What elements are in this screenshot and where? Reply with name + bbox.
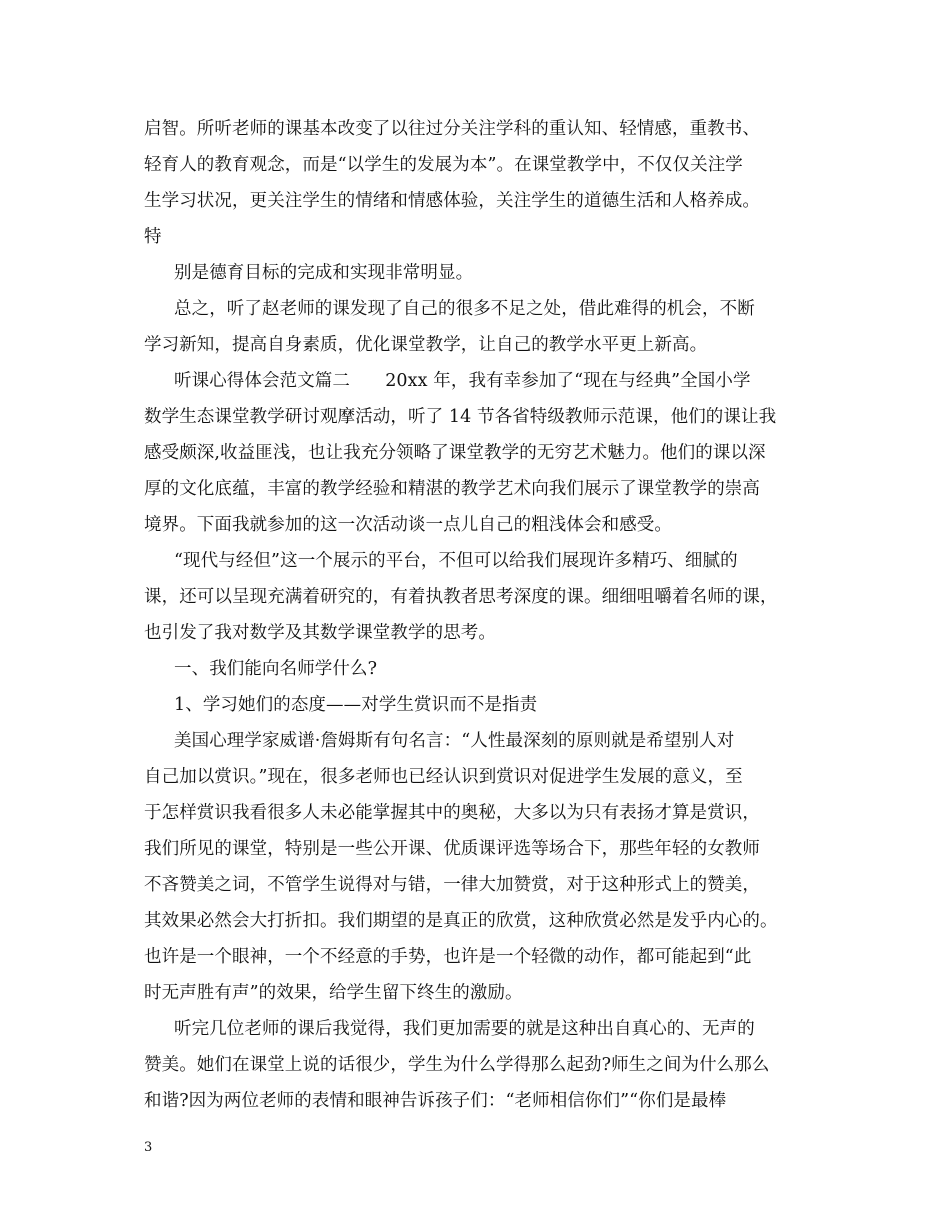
text-line: 不吝赞美之词，不管学生说得对与错，一律大加赞赏，对于这种形式上的赞美，	[144, 875, 760, 895]
text-line: 启智。所听老师的课基本改变了以往过分关注学科的重认知、轻情感，重教书、	[144, 119, 760, 139]
text-line: 课，还可以呈现充满着研究的，有着执教者思考深度的课。细细咀嚼着名师的课，	[144, 587, 778, 607]
text-line: 自己加以赏识。”现在，很多老师也已经认识到赏识对促进学生发展的意义，至	[144, 767, 743, 787]
text-line: 其效果必然会大打折扣。我们期望的是真正的欣赏，这种欣赏必然是发乎内心的。	[144, 911, 778, 931]
text-line: 也许是一个眼神，一个不经意的手势，也许是一个轻微的动作，都可能起到“此	[144, 947, 752, 967]
text-line: 时无声胜有声”的效果，给学生留下终生的激励。	[144, 983, 523, 1003]
paragraph-start: 听完几位老师的课后我觉得，我们更加需要的就是这种出自真心的、无声的	[174, 1019, 755, 1039]
text-line: 也引发了我对数学及其数学课堂教学的思考。	[144, 623, 496, 643]
paragraph-start: 总之，听了赵老师的课发现了自己的很多不足之处，借此难得的机会，不断	[174, 299, 755, 319]
page-number: 3	[144, 1140, 153, 1155]
text-line: 生学习状况，更关注学生的情绪和情感体验，关注学生的道德生活和人格养成。	[144, 191, 760, 211]
paragraph-start: 美国心理学家威谱·詹姆斯有句名言：“人性最深刻的原则就是希望别人对	[174, 731, 735, 751]
text-line: 我们所见的课堂，特别是一些公开课、优质课评选等场合下，那些年轻的女教师	[144, 839, 760, 859]
subheading-line: 1、学习她们的态度——对学生赏识而不是指责	[174, 695, 538, 715]
text-line: 轻育人的教育观念，而是“以学生的发展为本”。在课堂教学中，不仅仅关注学	[144, 155, 743, 175]
paragraph-start: “现代与经但”这一个展示的平台，不但可以给我们展现许多精巧、细腻的	[174, 551, 738, 571]
text-line: 厚的文化底蕴，丰富的教学经验和精湛的教学艺术向我们展示了课堂教学的崇高	[144, 479, 760, 499]
heading-line: 一、我们能向名师学什么?	[174, 659, 378, 679]
text-line: 境界。下面我就参加的这一次活动谈一点儿自己的粗浅体会和感受。	[144, 515, 672, 535]
text-line: 赞美。她们在课堂上说的话很少，学生为什么学得那么起劲?师生之间为什么那么	[144, 1055, 770, 1075]
text-line: 特	[144, 227, 162, 247]
section-title-line: 听课心得体会范文篇二 20xx 年，我有幸参加了“现在与经典”全国小学	[174, 371, 751, 391]
text-line: 学习新知，提高自身素质，优化课堂教学，让自己的教学水平更上新高。	[144, 335, 708, 355]
text-line: 感受颇深,收益匪浅，也让我充分领略了课堂教学的无穷艺术魅力。他们的课以深	[144, 443, 766, 463]
text-line: 和谐?因为两位老师的表情和眼神告诉孩子们：“老师相信你们”“你们是最棒	[144, 1091, 727, 1111]
text-line: 数学生态课堂教学研讨观摩活动，听了 14 节各省特级教师示范课，他们的课让我	[144, 407, 777, 427]
text-line: 别是德育目标的完成和实现非常明显。	[174, 263, 474, 283]
text-line: 于怎样赏识我看很多人未必能掌握其中的奥秘，大多以为只有表扬才算是赏识，	[144, 803, 760, 823]
